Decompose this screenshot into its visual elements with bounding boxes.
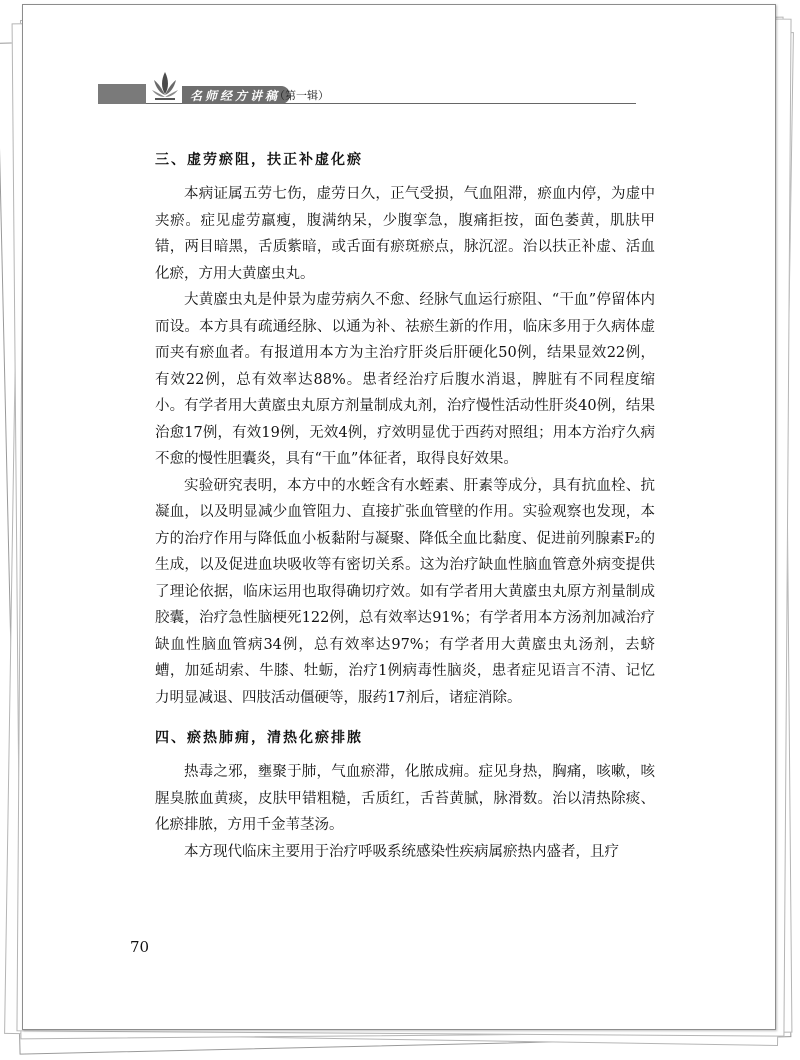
header-gray-block [98,84,146,104]
section-heading: 四、瘀热肺痈，清热化瘀排脓 [155,730,363,746]
lotus-logo-icon [150,68,180,102]
body-text [155,147,655,865]
paragraph: 实验研究表明，本方中的水蛭含有水蛭素、肝素等成分，具有抗血栓、抗凝血，以及明显减少血管阻力、直接扩张血管壁的作用。实验观察也发现，本方的治疗作用与降低血小板黏附与凝聚、降低全血比黏度、促进前列腺素F₂的生成，以及促进血块吸收等有密切关系。这为治疗缺血性脑血管意外病变提供了理论依据，临床运用也取得确切疗效。如有学者用大黄䗪虫丸原方剂量制成胶囊，治疗急性脑梗死122例，总有效率达91%；有学者用本方汤剂加减治疗缺血性脑血管病34例，总有效率达97%；有学者用大黄䗪虫丸汤剂，去蛴螬，加延胡索、牛膝、牡蛎，治疗1例病毒性脑炎，患者症见语言不清、记忆力明显减退、四肢活动僵硬等，服药17剂后，诸症消除。 [155,477,655,706]
paragraph: 本病证属五劳七伤，虚劳日久，正气受损，气血阻滞，瘀血内停，为虚中夹瘀。症见虚劳羸瘦，腹满纳呆，少腹挛急，腹痛拒按，面色萎黄，肌肤甲错，两目暗黑，舌质紫暗，或舌面有瘀斑瘀点，脉沉涩。治以扶正补虚、活血化瘀，方用大黄䗪虫丸。 [155,186,655,282]
running-header [98,68,638,108]
paragraph: 热毒之邪，壅聚于肺，气血瘀滞，化脓成痈。症见身热，胸痛，咳嗽，咳腥臭脓血黄痰，皮肤甲错粗糙，舌质红，舌苔黄腻，脉滑数。治以清热除痰、化瘀排脓，方用千金苇茎汤。 [155,764,655,833]
paragraph: 本方现代临床主要用于治疗呼吸系统感染性疾病属瘀热内盛者，且疗 [184,843,619,860]
series-title: 名师经方讲稿 [190,88,281,103]
page-number: 70 [130,938,150,956]
section-heading: 三、虚劳瘀阻，扶正补虚化瘀 [155,152,363,168]
series-volume: （第一辑） [274,89,329,102]
paragraph: 大黄䗪虫丸是仲景为虚劳病久不愈、经脉气血运行瘀阻、“干血”停留体内而设。本方具有疏通经脉、以通为补、祛瘀生新的作用，临床多用于久病体虚而夹有瘀血者。有报道用本方为主治疗肝炎后肝硬化50例，结果显效22例，有效22例，总有效率达88%。患者经治疗后腹水消退，脾脏有不同程度缩小。有学者用大黄䗪虫丸原方剂量制成丸剂，治疗慢性活动性肝炎40例，结果治愈17例，有效19例，无效4例，疗效明显优于西药对照组；用本方治疗久病不愈的慢性胆囊炎，具有“干血”体征者，取得良好效果。 [155,292,655,467]
